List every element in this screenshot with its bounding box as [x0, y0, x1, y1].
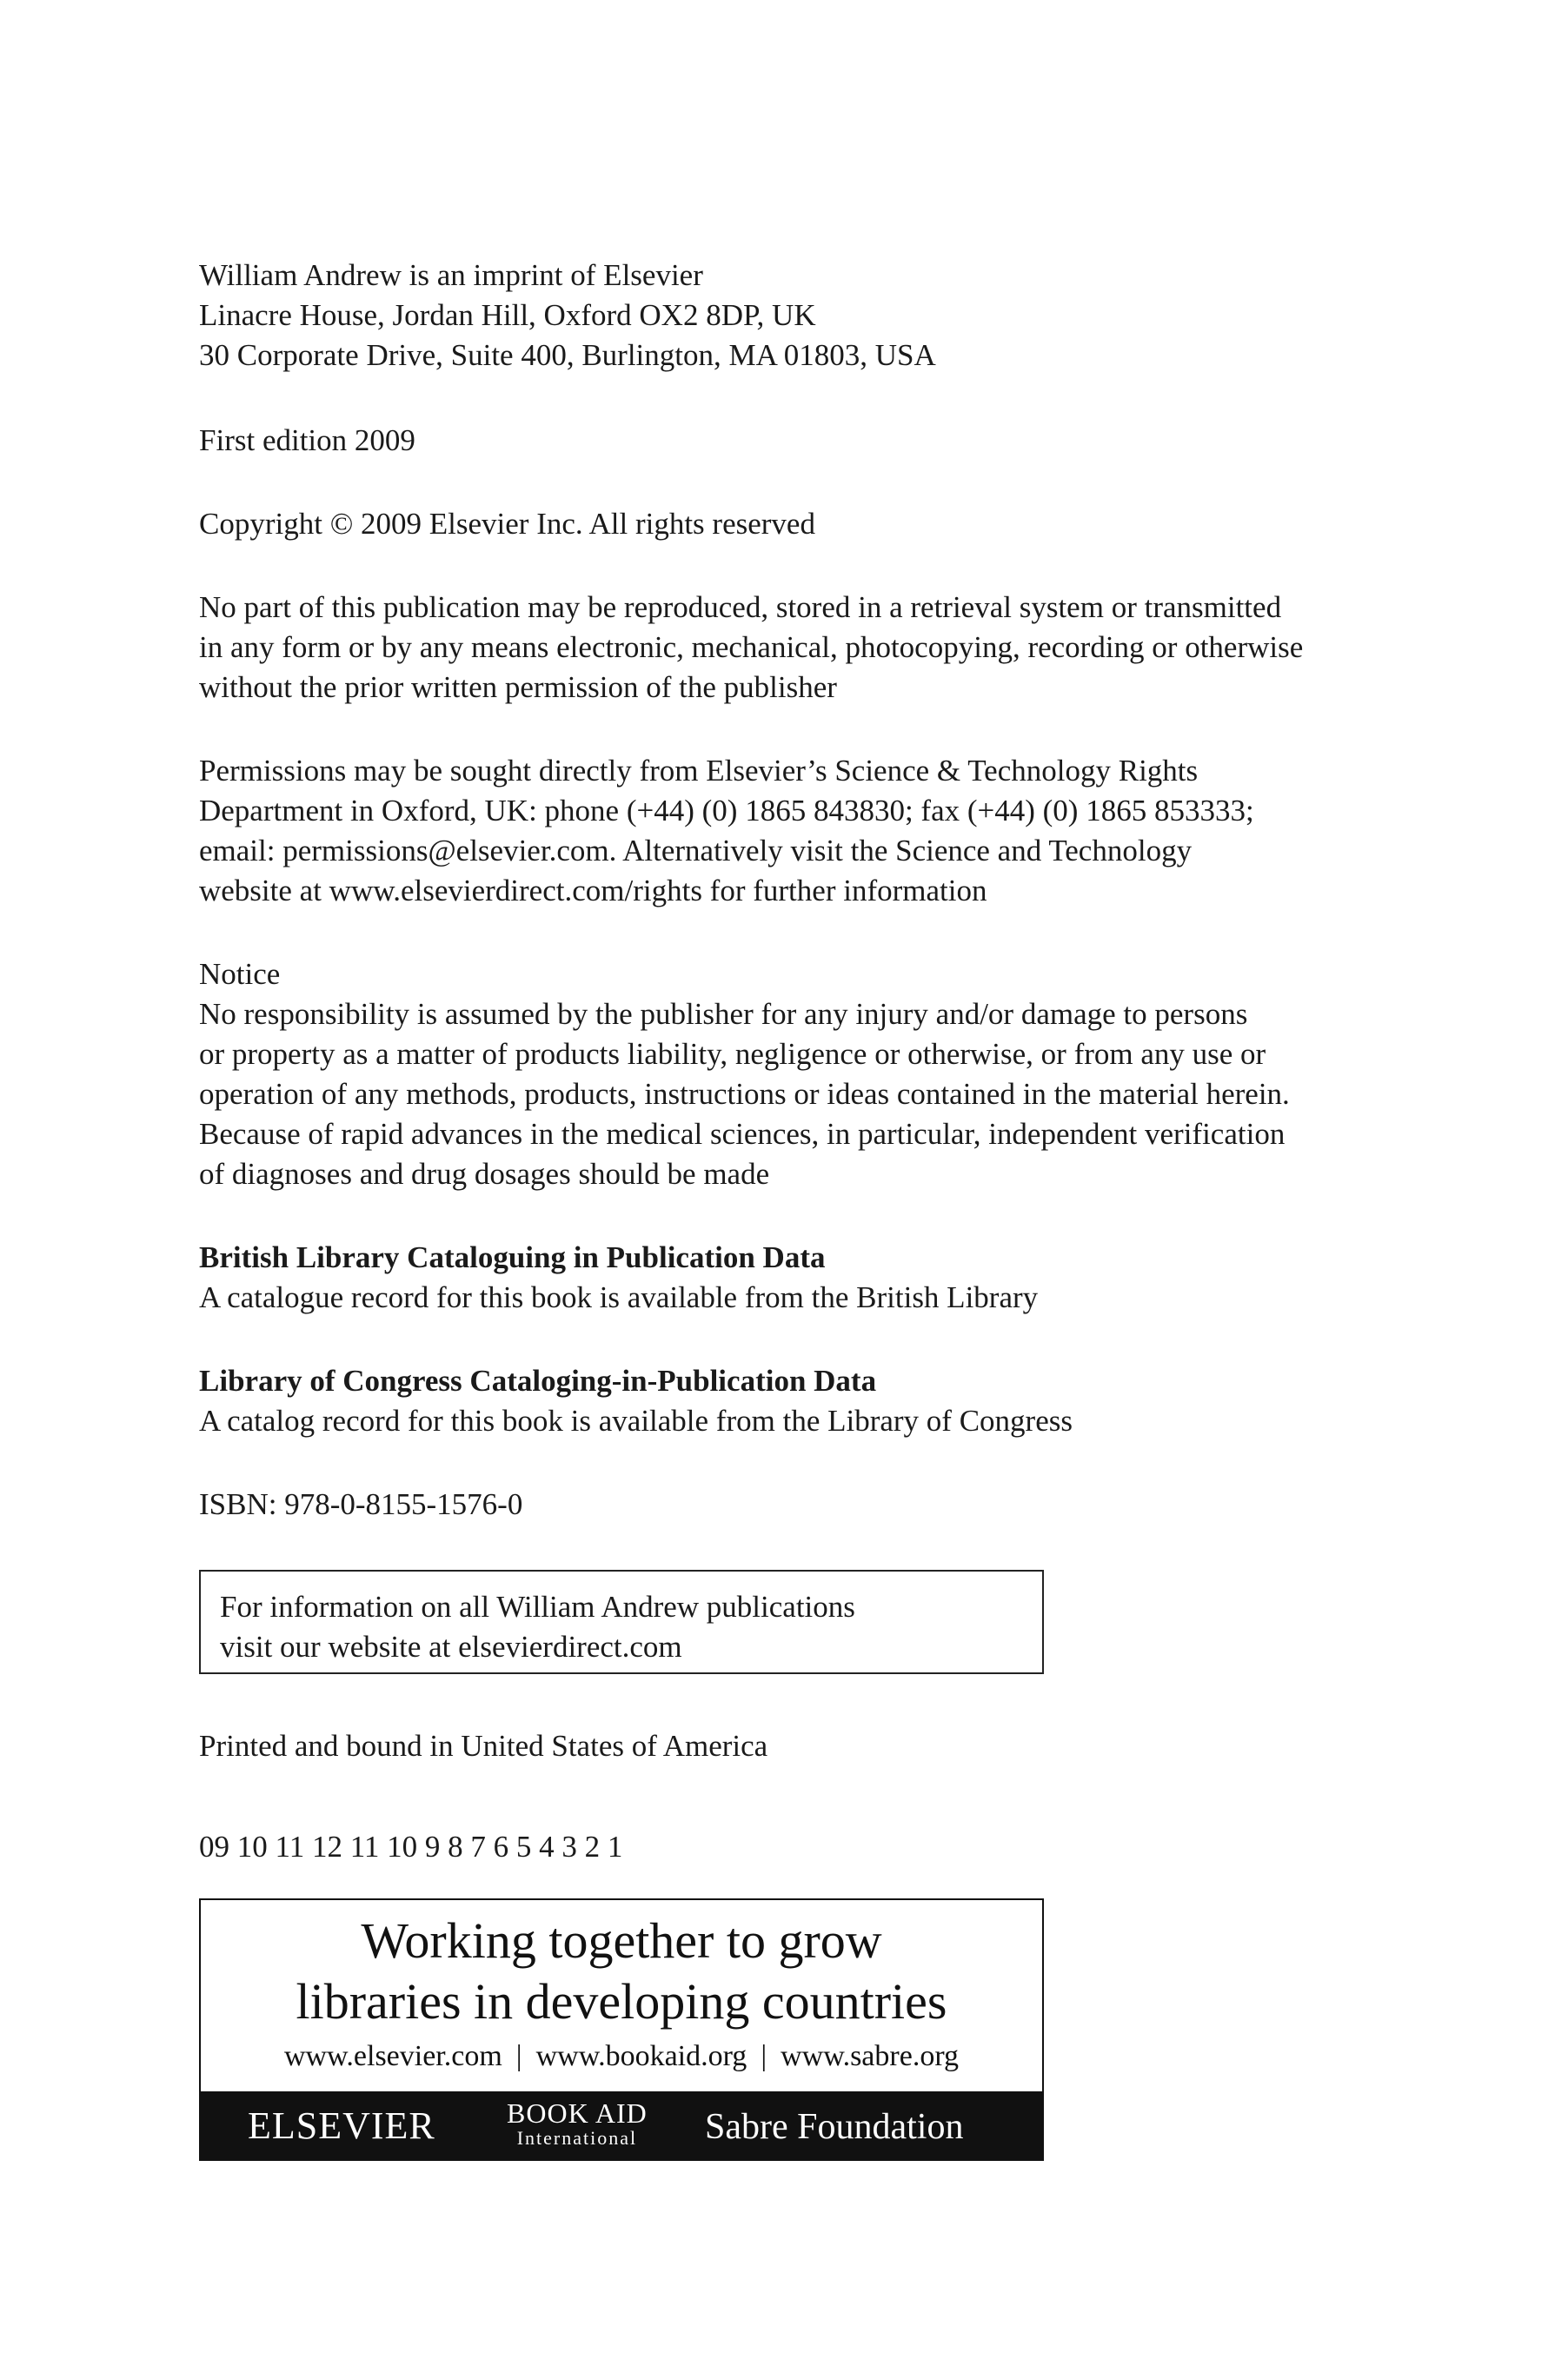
- book-aid-logo-bottom: International: [516, 2127, 638, 2149]
- notice-line: Because of rapid advances in the medical sciences, in particular, independent verification: [199, 1117, 1286, 1151]
- sabre-foundation-logo: Sabre Foundation: [705, 2107, 964, 2147]
- print-line: 09 10 11 12 11 10 9 8 7 6 5 4 3 2 1: [199, 1830, 623, 1864]
- link-separator: |: [761, 2040, 767, 2072]
- reproduction-line: in any form or by any means electronic, mechanical, photocopying, recording or otherwise: [199, 630, 1304, 664]
- imprint-block: [199, 256, 1381, 376]
- banner-logo-strip: [201, 2091, 1042, 2159]
- permissions-line: email: permissions@elsevier.com. Alternatively visit the Science and Technology: [199, 834, 1193, 867]
- link-elsevier[interactable]: www.elsevier.com: [283, 2040, 502, 2072]
- print-line-block: [199, 1827, 1381, 1867]
- link-sabre[interactable]: www.sabre.org: [781, 2040, 960, 2072]
- publications-info-box: [199, 1570, 1044, 1674]
- elsevier-logo: ELSEVIER: [248, 2104, 435, 2147]
- library-of-congress-text: A catalog record for this book is available from the Library of Congress: [199, 1404, 1073, 1438]
- notice-line: No responsibility is assumed by the publisher for any injury and/or damage to persons: [199, 997, 1248, 1031]
- library-of-congress-heading: Library of Congress Cataloging-in-Publication Data: [199, 1364, 877, 1398]
- printed-block: [199, 1726, 1381, 1766]
- banner-links: [201, 2039, 1042, 2074]
- notice-line: operation of any methods, products, instructions or ideas contained in the material herein.: [199, 1077, 1290, 1111]
- permissions-block: [199, 751, 1381, 911]
- notice-block: [199, 954, 1381, 1194]
- copyright-block: [199, 504, 1381, 544]
- edition-block: [199, 421, 1381, 461]
- notice-line: of diagnoses and drug dosages should be made: [199, 1157, 770, 1191]
- notice-body: [199, 994, 1381, 1194]
- imprint-line: William Andrew is an imprint of Elsevier: [199, 258, 703, 292]
- edition-text: First edition 2009: [199, 423, 415, 457]
- imprint-address-usa: 30 Corporate Drive, Suite 400, Burlington, MA 01803, USA: [199, 338, 936, 372]
- permissions-line: website at www.elsevierdirect.com/rights for further information: [199, 874, 987, 907]
- isbn-text: ISBN: 978-0-8155-1576-0: [199, 1487, 523, 1521]
- british-library-heading: British Library Cataloguing in Publication Data: [199, 1240, 826, 1274]
- link-bookaid[interactable]: www.bookaid.org: [535, 2040, 747, 2072]
- british-library-text: A catalogue record for this book is available from the British Library: [199, 1280, 1039, 1314]
- link-separator: |: [515, 2040, 522, 2072]
- reproduction-line: without the prior written permission of the publisher: [199, 670, 837, 704]
- copyright-text: Copyright © 2009 Elsevier Inc. All rights reserved: [199, 507, 815, 541]
- notice-heading: Notice: [199, 957, 281, 991]
- reproduction-line: No part of this publication may be reproduced, stored in a retrieval system or transmitted: [199, 590, 1282, 624]
- printed-text: Printed and bound in United States of America: [199, 1729, 768, 1763]
- info-box-line: visit our website at elsevierdirect.com: [220, 1630, 682, 1664]
- permissions-line: Department in Oxford, UK: phone (+44) (0) 1865 843830; fax (+44) (0) 1865 853333;: [199, 794, 1254, 828]
- isbn-block: [199, 1485, 1381, 1525]
- book-aid-logo: [507, 2098, 648, 2149]
- book-aid-logo-top: BOOK AID: [507, 2097, 648, 2129]
- library-of-congress-block: [199, 1361, 1381, 1441]
- reproduction-block: [199, 588, 1381, 708]
- imprint-address-uk: Linacre House, Jordan Hill, Oxford OX2 8DP, UK: [199, 298, 816, 332]
- info-box-line: For information on all William Andrew publications: [220, 1590, 855, 1624]
- permissions-line: Permissions may be sought directly from Elsevier’s Science & Technology Rights: [199, 754, 1199, 788]
- banner-slogan: [201, 1911, 1042, 2032]
- british-library-block: [199, 1238, 1381, 1318]
- book-aid-banner: [199, 1898, 1044, 2161]
- banner-slogan-line: Working together to grow: [361, 1912, 882, 1969]
- banner-slogan-line: libraries in developing countries: [296, 1973, 947, 2030]
- notice-line: or property as a matter of products liability, negligence or otherwise, or from any use or: [199, 1037, 1266, 1071]
